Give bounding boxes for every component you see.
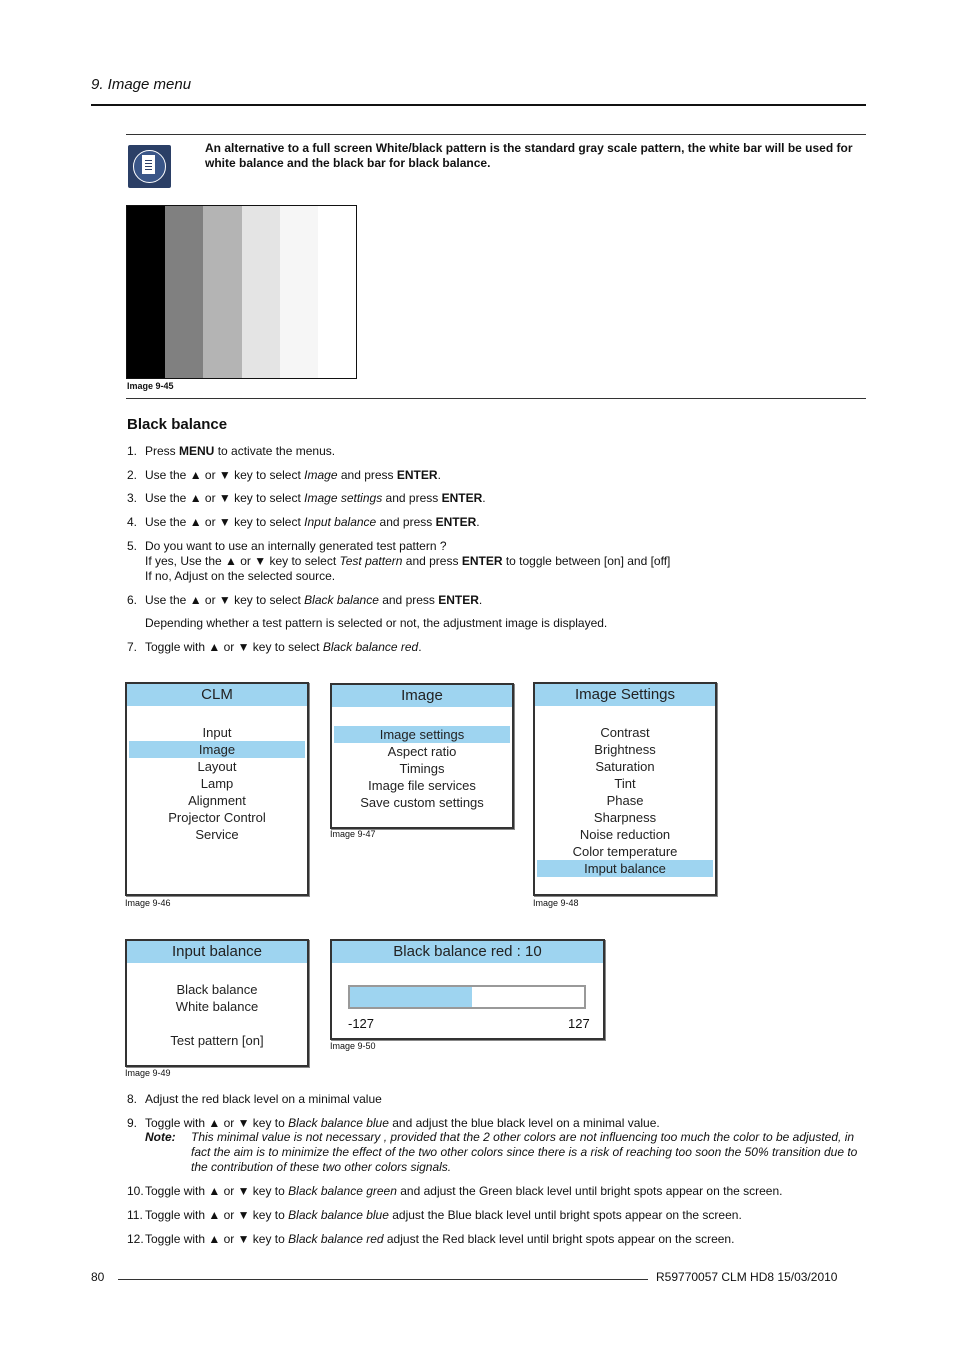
menu-item[interactable]: Layout — [197, 759, 237, 774]
menu-item[interactable]: Aspect ratio — [387, 744, 457, 759]
step-number: 8. — [127, 1092, 138, 1106]
step-text: Toggle with ▲ or ▼ key to Black balance blue adjust the Blue black level until bright spots appear on the screen. — [145, 1208, 742, 1222]
menu-item[interactable]: Image file services — [368, 778, 476, 793]
input-balance-menu — [125, 939, 309, 1067]
step-number: 6. — [127, 593, 138, 607]
menu-item[interactable]: Black balance — [176, 982, 258, 997]
step-number: 10. — [127, 1184, 144, 1198]
menu-item[interactable]: Alignment — [188, 793, 246, 808]
step-number: 1. — [127, 444, 138, 458]
menu-item[interactable]: Brightness — [594, 742, 656, 757]
gray-bar-4 — [242, 206, 280, 378]
step-text: Toggle with ▲ or ▼ key to Black balance blue and adjust the blue black level on a minimal value. — [145, 1116, 660, 1130]
step-number: 2. — [127, 468, 138, 482]
menu-item-selected[interactable]: Image settings — [334, 726, 510, 743]
gray-bar-2 — [165, 206, 203, 378]
image-caption: Image 9-47 — [330, 829, 376, 839]
step-number: 4. — [127, 515, 138, 529]
step-number: 12. — [127, 1232, 144, 1246]
menu-title: Input balance — [127, 941, 307, 964]
menu-item[interactable]: Contrast — [600, 725, 650, 740]
note-divider-top — [126, 134, 866, 135]
gray-scale-pattern — [126, 205, 357, 379]
image-caption: Image 9-45 — [127, 381, 174, 391]
section-divider — [126, 398, 866, 399]
gray-bar-6 — [318, 206, 356, 378]
note-icon — [128, 145, 171, 188]
image-caption: Image 9-46 — [125, 898, 171, 908]
note-text: An alternative to a full screen White/black pattern is the standard gray scale pattern, the white bar will be used for white balance and the black bar for black balance. — [205, 141, 853, 170]
black-balance-slider[interactable] — [348, 985, 586, 1009]
gray-bar-5 — [280, 206, 318, 378]
section-title: Black balance — [127, 416, 228, 433]
menu-item[interactable]: Input — [202, 725, 232, 740]
step-text: Use the ▲ or ▼ key to select Image and press ENTER. — [145, 468, 441, 482]
menu-item[interactable]: Sharpness — [593, 810, 657, 825]
step-text: Depending whether a test pattern is selected or not, the adjustment image is displayed. — [145, 616, 608, 630]
menu-item[interactable]: Projector Control — [168, 810, 266, 825]
menu-item — [129, 1015, 305, 1032]
image-caption: Image 9-50 — [330, 1041, 376, 1051]
black-balance-red-dialog — [330, 939, 605, 1040]
step-text: Do you want to use an internally generated test pattern ? If yes, Use the ▲ or ▼ key to select Test pattern and press ENTER to toggle between [on] and [off] If no, Adjust on the selected source. — [145, 539, 671, 583]
menu-title: Image — [332, 685, 512, 708]
clm-menu — [125, 682, 309, 896]
header-rule — [91, 104, 866, 106]
menu-item-selected[interactable]: Image — [129, 741, 305, 758]
menu-item[interactable]: Tint — [614, 776, 636, 791]
slider-fill — [350, 987, 472, 1007]
gray-bar-1 — [127, 206, 165, 378]
step-number: 11. — [127, 1208, 143, 1222]
step-text: Use the ▲ or ▼ key to select Input balance and press ENTER. — [145, 515, 480, 529]
menu-item[interactable]: Saturation — [595, 759, 655, 774]
menu-item[interactable]: Phase — [606, 793, 644, 808]
step-text: Press MENU to activate the menus. — [145, 444, 336, 458]
footer-rule — [118, 1279, 648, 1280]
menu-item[interactable]: Lamp — [200, 776, 234, 791]
step-text: Toggle with ▲ or ▼ key to Black balance red adjust the Red black level until bright spots appear on the screen. — [145, 1232, 735, 1246]
menu-item[interactable]: Timings — [399, 761, 445, 776]
menu-title: Image Settings — [535, 684, 715, 707]
dialog-title: Black balance red : 10 — [332, 941, 603, 964]
image-caption: Image 9-49 — [125, 1068, 171, 1078]
menu-item[interactable]: Service — [195, 827, 239, 842]
note-text-step9: This minimal value is not necessary , provided that the 2 other colors are not influencing too much the color to be adjusted, in fact the aim is to minimize the effect of the two other colors since there is a risk of reaching too soon the 50% transition due to the contribution of these two other colors signals. — [191, 1130, 858, 1174]
step-number: 9. — [127, 1116, 138, 1130]
menu-item[interactable]: Save custom settings — [360, 795, 484, 810]
step-text: Adjust the red black level on a minimal value — [145, 1092, 382, 1106]
image-settings-menu — [533, 682, 717, 896]
chapter-title: 9. Image menu — [91, 76, 192, 93]
menu-item-selected[interactable]: Imput balance — [537, 860, 713, 877]
step-number: 5. — [127, 539, 138, 553]
menu-title: CLM — [127, 684, 307, 707]
menu-item[interactable]: Test pattern [on] — [170, 1033, 264, 1048]
step-text: Use the ▲ or ▼ key to select Black balance and press ENTER. — [145, 593, 483, 607]
menu-item[interactable]: White balance — [175, 999, 259, 1014]
gray-bar-3 — [203, 206, 241, 378]
document-id: R59770057 CLM HD8 15/03/2010 — [656, 1270, 838, 1284]
step-number: 3. — [127, 491, 138, 505]
image-caption: Image 9-48 — [533, 898, 579, 908]
slider-max-label: 127 — [568, 1016, 590, 1031]
step-number: 7. — [127, 640, 138, 654]
page-number: 80 — [91, 1270, 105, 1284]
slider-min-label: -127 — [348, 1016, 375, 1031]
menu-item[interactable]: Color temperature — [572, 844, 678, 859]
note-label: Note: — [145, 1130, 176, 1144]
step-text: Toggle with ▲ or ▼ key to select Black balance red. — [145, 640, 422, 654]
image-menu — [330, 683, 514, 829]
step-text: Use the ▲ or ▼ key to select Image settings and press ENTER. — [145, 491, 486, 505]
step-text: Toggle with ▲ or ▼ key to Black balance green and adjust the Green black level until bright spots appear on the screen. — [145, 1184, 783, 1198]
menu-item[interactable]: Noise reduction — [579, 827, 671, 842]
